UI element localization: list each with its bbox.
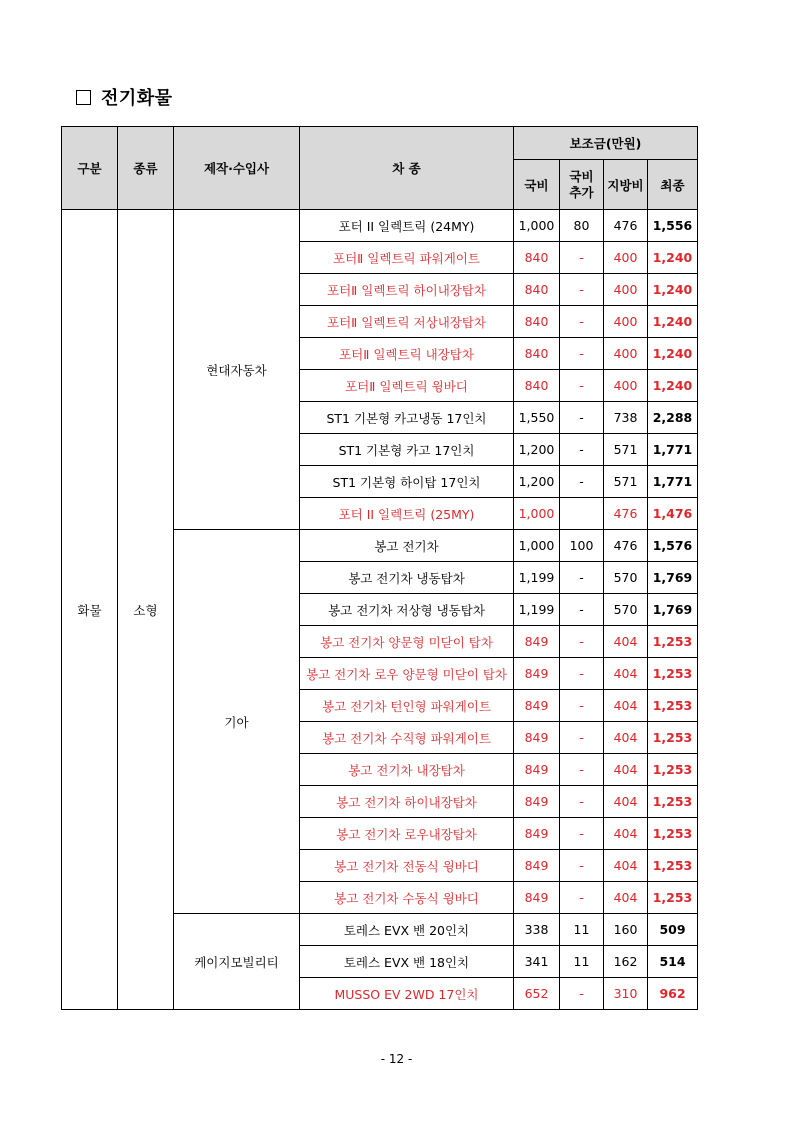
final-cell: 1,769 — [648, 594, 698, 626]
final-cell: 1,253 — [648, 722, 698, 754]
header-category: 구분 — [62, 127, 118, 210]
final-cell: 1,240 — [648, 274, 698, 306]
national-extra-cell: - — [560, 850, 604, 882]
national-cell: 849 — [514, 722, 560, 754]
model-cell: 포터 II 일렉트릭 (25MY) — [300, 498, 514, 530]
final-cell: 1,556 — [648, 210, 698, 242]
model-cell: 봉고 전기차 로우 양문형 미닫이 탑차 — [300, 658, 514, 690]
local-cell: 476 — [604, 210, 648, 242]
local-cell: 738 — [604, 402, 648, 434]
final-cell: 1,240 — [648, 242, 698, 274]
local-cell: 404 — [604, 690, 648, 722]
maker-cell: 케이지모빌리티 — [174, 914, 300, 1010]
local-cell: 404 — [604, 722, 648, 754]
national-cell: 1,200 — [514, 466, 560, 498]
national-extra-cell: - — [560, 786, 604, 818]
national-extra-cell: - — [560, 594, 604, 626]
final-cell: 1,769 — [648, 562, 698, 594]
national-cell: 1,550 — [514, 402, 560, 434]
national-cell: 840 — [514, 370, 560, 402]
national-cell: 840 — [514, 242, 560, 274]
local-cell: 404 — [604, 786, 648, 818]
section-heading — [76, 84, 173, 110]
final-cell: 1,253 — [648, 882, 698, 914]
model-cell: ST1 기본형 카고냉동 17인치 — [300, 402, 514, 434]
national-cell: 1,000 — [514, 210, 560, 242]
national-cell: 1,199 — [514, 562, 560, 594]
maker-cell: 기아 — [174, 530, 300, 914]
final-cell: 1,240 — [648, 338, 698, 370]
national-extra-cell: - — [560, 274, 604, 306]
header-type: 종류 — [118, 127, 174, 210]
model-cell: 포터Ⅱ 일렉트릭 하이내장탑차 — [300, 274, 514, 306]
section-title: 전기화물 — [101, 88, 173, 109]
national-extra-cell: - — [560, 818, 604, 850]
local-cell: 400 — [604, 242, 648, 274]
national-extra-cell: - — [560, 658, 604, 690]
national-cell: 1,000 — [514, 498, 560, 530]
national-extra-cell: - — [560, 882, 604, 914]
local-cell: 570 — [604, 562, 648, 594]
local-cell: 404 — [604, 818, 648, 850]
model-cell: 봉고 전기차 수직형 파워게이트 — [300, 722, 514, 754]
final-cell: 514 — [648, 946, 698, 978]
national-cell: 849 — [514, 754, 560, 786]
local-cell: 404 — [604, 626, 648, 658]
model-cell: ST1 기본형 하이탑 17인치 — [300, 466, 514, 498]
national-extra-cell — [560, 498, 604, 530]
local-cell: 404 — [604, 882, 648, 914]
model-cell: 봉고 전기차 냉동탑차 — [300, 562, 514, 594]
local-cell: 162 — [604, 946, 648, 978]
local-cell: 404 — [604, 754, 648, 786]
model-cell: 포터Ⅱ 일렉트릭 저상내장탑차 — [300, 306, 514, 338]
national-cell: 1,199 — [514, 594, 560, 626]
national-extra-cell: - — [560, 978, 604, 1010]
national-cell: 849 — [514, 818, 560, 850]
local-cell: 476 — [604, 530, 648, 562]
local-cell: 476 — [604, 498, 648, 530]
local-cell: 571 — [604, 434, 648, 466]
national-extra-cell: 80 — [560, 210, 604, 242]
page-number: - 12 - — [380, 1052, 413, 1066]
national-cell: 849 — [514, 882, 560, 914]
local-cell: 570 — [604, 594, 648, 626]
maker-cell: 현대자동차 — [174, 210, 300, 530]
final-cell: 1,253 — [648, 658, 698, 690]
national-extra-cell: - — [560, 402, 604, 434]
model-cell: 봉고 전기차 전동식 윙바디 — [300, 850, 514, 882]
final-cell: 1,771 — [648, 434, 698, 466]
final-cell: 1,253 — [648, 690, 698, 722]
vehicle-type-cell: 소형 — [118, 210, 174, 1010]
model-cell: 포터Ⅱ 일렉트릭 내장탑차 — [300, 338, 514, 370]
national-extra-cell: 11 — [560, 946, 604, 978]
national-extra-cell: - — [560, 722, 604, 754]
national-cell: 1,000 — [514, 530, 560, 562]
table-row — [62, 210, 698, 242]
final-cell: 962 — [648, 978, 698, 1010]
final-cell: 1,240 — [648, 370, 698, 402]
national-extra-cell: - — [560, 242, 604, 274]
national-extra-cell: - — [560, 338, 604, 370]
model-cell: 봉고 전기차 — [300, 530, 514, 562]
model-cell: 봉고 전기차 수동식 윙바디 — [300, 882, 514, 914]
national-cell: 849 — [514, 690, 560, 722]
final-cell: 1,253 — [648, 850, 698, 882]
national-cell: 652 — [514, 978, 560, 1010]
local-cell: 404 — [604, 658, 648, 690]
final-cell: 1,253 — [648, 754, 698, 786]
model-cell: 포터 II 일렉트릭 (24MY) — [300, 210, 514, 242]
local-cell: 160 — [604, 914, 648, 946]
model-cell: 토레스 EVX 밴 18인치 — [300, 946, 514, 978]
model-cell: 봉고 전기차 저상형 냉동탑차 — [300, 594, 514, 626]
national-extra-cell: 11 — [560, 914, 604, 946]
national-extra-cell: - — [560, 754, 604, 786]
national-cell: 341 — [514, 946, 560, 978]
national-extra-cell: - — [560, 690, 604, 722]
final-cell: 1,253 — [648, 818, 698, 850]
final-cell: 509 — [648, 914, 698, 946]
local-cell: 310 — [604, 978, 648, 1010]
national-cell: 338 — [514, 914, 560, 946]
local-cell: 571 — [604, 466, 648, 498]
local-cell: 400 — [604, 338, 648, 370]
table-body — [62, 210, 698, 1010]
final-cell: 1,576 — [648, 530, 698, 562]
category-cell: 화물 — [62, 210, 118, 1010]
model-cell: 봉고 전기차 로우내장탑차 — [300, 818, 514, 850]
national-extra-cell: - — [560, 434, 604, 466]
model-cell: 포터Ⅱ 일렉트릭 윙바디 — [300, 370, 514, 402]
local-cell: 400 — [604, 370, 648, 402]
national-cell: 849 — [514, 658, 560, 690]
final-cell: 1,240 — [648, 306, 698, 338]
national-cell: 840 — [514, 338, 560, 370]
national-cell: 849 — [514, 850, 560, 882]
national-cell: 849 — [514, 626, 560, 658]
national-extra-cell: 100 — [560, 530, 604, 562]
national-cell: 840 — [514, 274, 560, 306]
header-subsidy: 보조금(만원) — [514, 127, 698, 160]
final-cell: 1,253 — [648, 626, 698, 658]
model-cell: MUSSO EV 2WD 17인치 — [300, 978, 514, 1010]
national-extra-cell: - — [560, 562, 604, 594]
header-national-extra — [560, 160, 604, 210]
model-cell: 포터Ⅱ 일렉트릭 파워게이트 — [300, 242, 514, 274]
national-extra-cell: - — [560, 466, 604, 498]
checkbox-square-icon — [76, 90, 91, 105]
local-cell: 400 — [604, 274, 648, 306]
final-cell: 1,771 — [648, 466, 698, 498]
final-cell: 1,253 — [648, 786, 698, 818]
model-cell: ST1 기본형 카고 17인치 — [300, 434, 514, 466]
model-cell: 봉고 전기차 턴인형 파워게이트 — [300, 690, 514, 722]
header-final: 최종 — [648, 160, 698, 210]
national-cell: 849 — [514, 786, 560, 818]
final-cell: 1,476 — [648, 498, 698, 530]
header-model: 차 종 — [300, 127, 514, 210]
local-cell: 400 — [604, 306, 648, 338]
subsidy-table — [61, 126, 698, 1010]
header-local: 지방비 — [604, 160, 648, 210]
header-national-extra-label: 국비 추가 — [569, 168, 594, 200]
model-cell: 봉고 전기차 내장탑차 — [300, 754, 514, 786]
national-extra-cell: - — [560, 306, 604, 338]
model-cell: 봉고 전기차 하이내장탑차 — [300, 786, 514, 818]
national-cell: 840 — [514, 306, 560, 338]
model-cell: 토레스 EVX 밴 20인치 — [300, 914, 514, 946]
final-cell: 2,288 — [648, 402, 698, 434]
header-maker: 제작·수입사 — [174, 127, 300, 210]
model-cell: 봉고 전기차 양문형 미닫이 탑차 — [300, 626, 514, 658]
national-cell: 1,200 — [514, 434, 560, 466]
local-cell: 404 — [604, 850, 648, 882]
national-extra-cell: - — [560, 626, 604, 658]
national-extra-cell: - — [560, 370, 604, 402]
header-national: 국비 — [514, 160, 560, 210]
